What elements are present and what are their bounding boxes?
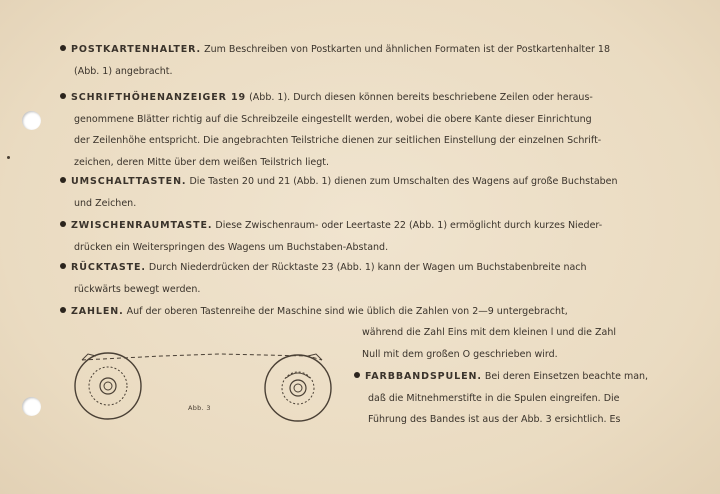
section-text: genommene Blätter richtig auf die Schreibzeile eingestellt werden, wobei die obere Kante dieser Einrichtung (74, 113, 592, 125)
ribbon-spool-diagram (70, 338, 340, 428)
bullet-icon (354, 372, 360, 378)
section-text: (Abb. 1) angebracht. (74, 65, 173, 77)
bullet-icon (60, 93, 66, 99)
section-heading: ZAHLEN. (71, 306, 124, 317)
section-text: rückwärts bewegt werden. (74, 283, 201, 295)
section-farbbandspulen (354, 366, 654, 431)
section-zwischenraumtaste (60, 215, 654, 258)
bullet-icon (60, 307, 66, 313)
bullet-icon (60, 45, 66, 51)
section-text: Diese Zwischenraum- oder Leertaste 22 (Abb. 1) ermöglicht durch kurzes Nieder- (215, 220, 603, 231)
section-heading: POSTKARTENHALTER. (71, 44, 202, 55)
section-text: Bei deren Einsetzen beachte man, (484, 371, 649, 382)
left-spool (75, 353, 141, 419)
section-text: der Zeilenhöhe entspricht. Die angebrachten Teilstriche dienen zur seitlichen Einstellung der einzelnen Schrift- (74, 135, 602, 146)
section-text: Führung des Bandes ist aus der Abb. 3 ersichtlich. Es (368, 414, 621, 425)
section-umschalttasten (60, 171, 654, 214)
section-text: daß die Mitnehmerstifte in die Spulen eingreifen. Die (368, 392, 620, 404)
paper-speck (7, 156, 10, 159)
figure-caption: Abb. 3 (188, 404, 211, 412)
section-heading: ZWISCHENRAUMTASTE. (71, 220, 213, 231)
section-text: Zum Beschreiben von Postkarten und ähnlichen Formaten ist der Postkartenhalter 18 (204, 44, 611, 55)
section-postkartenhalter (60, 39, 654, 82)
section-text: und Zeichen. (74, 197, 137, 209)
section-text: Auf der oberen Tastenreihe der Maschine sind wie üblich die Zahlen von 2—9 untergebracht, (126, 306, 568, 317)
section-zahlen (60, 301, 654, 323)
section-text: drücken ein Weiterspringen des Wagens um Buchstaben-Abstand. (74, 241, 389, 253)
punch-hole-bottom (22, 397, 41, 416)
section-text: während die Zahl Eins mit dem kleinen l und die Zahl (362, 327, 616, 338)
right-spool (265, 355, 331, 421)
bullet-icon (60, 177, 66, 183)
section-text: Durch Niederdrücken der Rücktaste 23 (Abb. 1) kann der Wagen um Buchstabenbreite nach (148, 262, 587, 273)
bullet-icon (60, 263, 66, 269)
section-schrifthoehenanzeiger (60, 87, 654, 173)
section-heading: UMSCHALTTASTEN. (71, 176, 187, 187)
section-zahlen-continued (362, 322, 654, 365)
punch-hole-top (22, 111, 41, 130)
bullet-icon (60, 221, 66, 227)
section-text: zeichen, deren Mitte über dem weißen Teilstrich liegt. (74, 156, 330, 168)
section-text: (Abb. 1). Durch diesen können bereits beschriebene Zeilen oder heraus- (249, 92, 593, 103)
section-text: Die Tasten 20 und 21 (Abb. 1) dienen zum Umschalten des Wagens auf große Buchstaben (189, 176, 618, 187)
section-heading: RÜCKTASTE. (71, 262, 146, 273)
section-ruecktaste (60, 257, 654, 300)
section-heading: SCHRIFTHÖHENANZEIGER 19 (71, 92, 247, 103)
section-text: Null mit dem großen O geschrieben wird. (362, 348, 558, 360)
section-heading: FARBBANDSPULEN. (365, 371, 482, 382)
